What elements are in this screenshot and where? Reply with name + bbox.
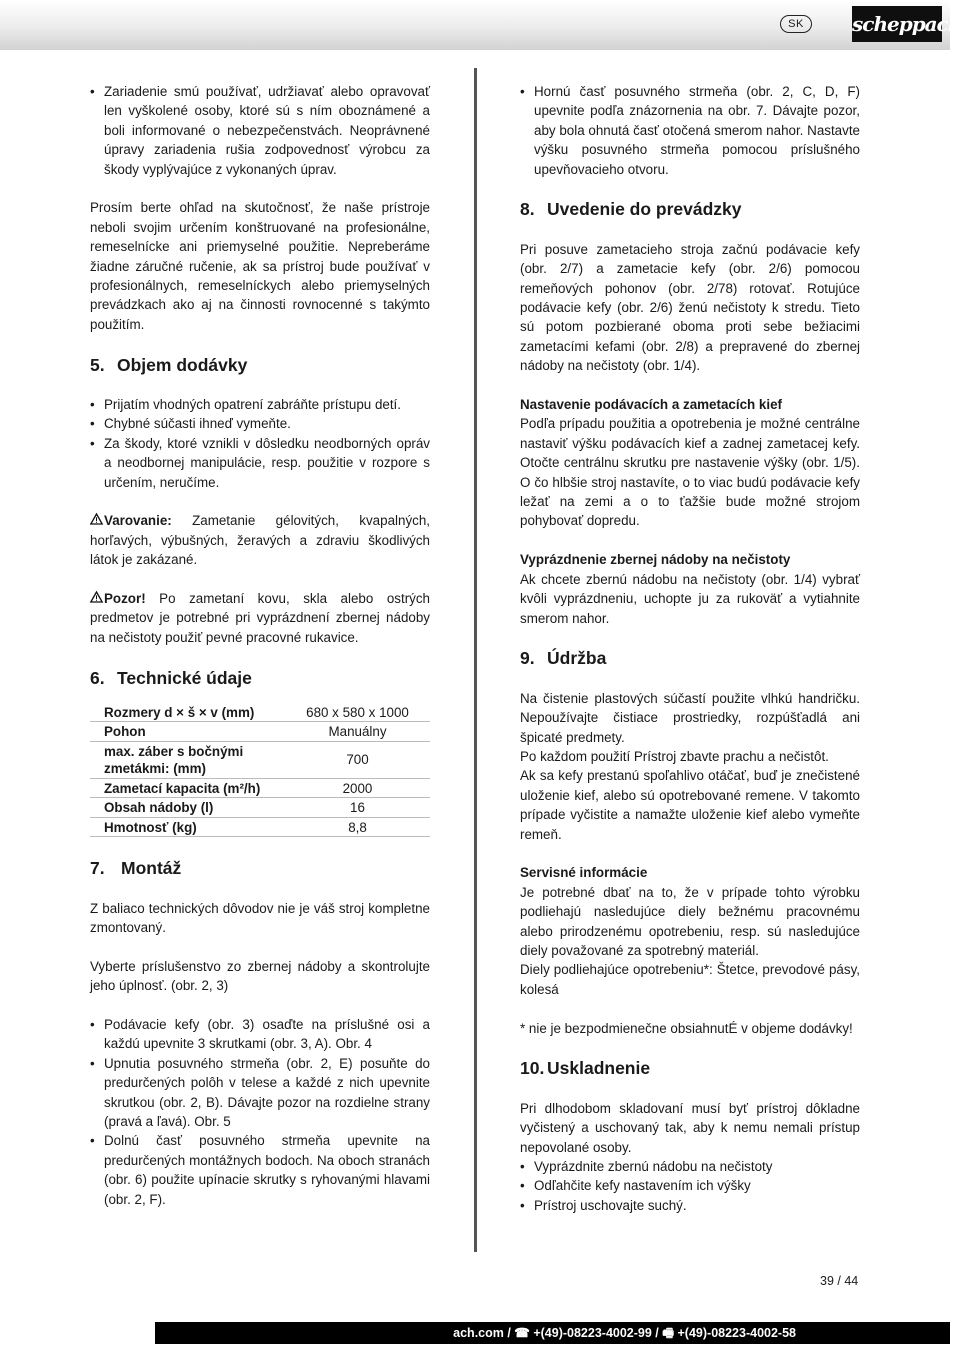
language-badge: SK bbox=[780, 15, 812, 33]
subheading: Servisné informácie bbox=[520, 865, 648, 881]
section-heading: 8. Uvedenie do prevádzky bbox=[520, 199, 742, 220]
subheading: Nastavenie podávacích a zametacích kief bbox=[520, 397, 782, 413]
left-column bbox=[90, 82, 430, 1209]
paragraph: Podľa prípadu použitia a opotrebenia je možné centrálne nastaviť výšku podávacích kief a zadnej zametacej kefy. Otočte centrálnu skrutku pre nastavenie výšky (obr. 1/5). O čo hlbšie stroj nastavíte, o to viac budú podávacie kefy ležať na zemi a o to ťažšie bude možné strojom pohybovať dopredu. bbox=[520, 416, 860, 529]
paragraph: Ak sa kefy prestanú spoľahlivo otáčať, buď je znečistené uloženie kief, alebo sú opotrebované remene. V takomto prípade vyčistite a namažte uloženie kief alebo vymeňte remeň. bbox=[520, 768, 860, 842]
delivery-list bbox=[90, 395, 430, 492]
section-heading: 7. Montáž bbox=[90, 858, 182, 879]
list-item: • Za škody, ktoré vznikli v dôsledku neodborných opráv a neodbornej manipulácie, resp. použitie v rozpore s určením, neručíme. bbox=[90, 434, 430, 492]
brand-logo: scheppach bbox=[852, 6, 942, 42]
warning-paragraph: Varovanie: Zametanie gélovitých, kvapalných, horľavých, výbušných, žeravých a zdraviu škodlivých látok je zakázané. bbox=[90, 513, 430, 568]
table-row: max. záber s bočnými zmetákmi: (mm) 700 bbox=[90, 741, 430, 778]
page-number: 39 / 44 bbox=[820, 1274, 859, 1288]
paragraph: Vyberte príslušenstvo zo zbernej nádoby a skontrolujte jeho úplnosť. (obr. 2, 3) bbox=[90, 958, 430, 994]
assembly-list bbox=[90, 1015, 430, 1209]
table-row: Zametací kapacita (m²/h) 2000 bbox=[90, 778, 430, 798]
paragraph: Pri posuve zametacieho stroja začnú podávacie kefy (obr. 2/7) a zametacie kefy (obr. 2/6) pomocou remeňových pohonov (obr. 2/78) rotovať. Rotujúce podávacie kefy (obr. 2/6) ženú nečistoty k stredu. Tieto sú potom pozbierané oboma proti sebe bežiacimi zametacími kefami (obr. 2/8) a prepravené do zbernej nádoby na nečistoty (obr. 1/4). bbox=[520, 241, 860, 374]
section-heading: 5. Objem dodávky bbox=[90, 354, 248, 375]
list-item: • Upnutia posuvného strmeňa (obr. 2, E) posuňte do predurčených polôh v telese a každé z nich upevnite skrutkou (obr. 2, B). Dávajte pozor na rozdielne strany (pravá a ľavá). Obr. 5 bbox=[90, 1054, 430, 1132]
paragraph: Pri dlhodobom skladovaní musí byť prístroj dôkladne vyčistený a uschovaný tak, aby k nemu nemali prístup nepovolané osoby. bbox=[520, 1100, 860, 1155]
right-column bbox=[520, 82, 860, 1215]
column-divider bbox=[474, 68, 477, 1252]
list-item: • Odľahčite kefy nastavením ich výšky bbox=[520, 1176, 860, 1195]
list-item: • Vyprázdnite zbernú nádobu na nečistoty bbox=[520, 1157, 860, 1176]
paragraph: Je potrebné dbať na to, že v prípade tohto výrobku podliehajú nasledujúce diely bežnému pracovnému alebo prirodzenému opotrebeniu, resp. sú nasledujúce diely považované za spotrebný materiál. bbox=[520, 884, 860, 958]
list-item: • Podávacie kefy (obr. 3) osaďte na príslušné osi a každú upevnite 3 skrutkami (obr. 3, A). Obr. 4 bbox=[90, 1015, 430, 1054]
footer-contact-bar: ach.com / ☎ +(49)-08223-4002-99 / 🖷 +(49)-08223-4002-58 bbox=[155, 1322, 950, 1344]
table-row: Hmotnosť (kg) 8,8 bbox=[90, 817, 430, 837]
page-header bbox=[0, 0, 961, 50]
footnote: * nie je bezpodmienečne obsiahnutÉ v objeme dodávky! bbox=[520, 1020, 853, 1036]
section-heading: 10. Uskladnenie bbox=[520, 1058, 651, 1079]
caution-paragraph: Pozor! Po zametaní kovu, skla alebo ostrých predmetov je potrebné pri vyprázdnení zbernej nádoby na nečistoty použiť pevné pracovné rukavice. bbox=[90, 591, 430, 645]
paragraph: Z baliaco technických dôvodov nie je váš stroj kompletne zmontovaný. bbox=[90, 900, 430, 935]
list-item: • Chybné súčasti ihneď vymeňte. bbox=[90, 414, 430, 433]
list-item: • Prístroj uschovajte suchý. bbox=[520, 1196, 860, 1215]
assembly-list-cont bbox=[520, 82, 860, 179]
storage-list bbox=[520, 1157, 860, 1215]
paragraph: Po každom použití Prístroj zbavte prachu a nečistôt. bbox=[520, 748, 829, 764]
list-item: • Dolnú časť posuvného strmeňa upevnite na predurčených montážnych bodoch. Na oboch stranách (obr. 6) použite upínacie skrutky s ryhovanými hlavami (obr. 2, F). bbox=[90, 1131, 430, 1209]
warning-triangle-icon bbox=[90, 589, 104, 608]
paragraph: Ak chcete zbernú nádobu na nečistoty (obr. 1/4) vybrať kvôli vyprázdneniu, uchopte ju za rukoväť a vytiahnite smerom nahor. bbox=[520, 571, 860, 626]
subheading: Vyprázdnenie zbernej nádoby na nečistoty bbox=[520, 552, 791, 568]
warning-triangle-icon bbox=[90, 511, 104, 530]
table-row: Rozmery d × š × v (mm) 680 x 580 x 1000 bbox=[90, 703, 430, 722]
section-heading: 6. Technické údaje bbox=[90, 667, 252, 688]
paragraph: Na čistenie plastových súčastí použite vlhkú handričku. Nepoužívajte čistiace prostriedky, rozpúšťadlá ani špicaté predmety. bbox=[520, 690, 860, 745]
spec-table bbox=[90, 703, 430, 838]
paragraph: Prosím berte ohľad na skutočnosť, že naše prístroje neboli svojim určením konštruované na profesionálne, remeselnícke ani priemyselné použitie. Nepreberáme žiadne záručné ručenie, ak sa prístroj bude používať v profesionálnych, remeselníckych alebo priemyselných prevádzkach ako aj na činnosti rovnocenné s takýmto použitím. bbox=[90, 200, 430, 332]
table-row: Obsah nádoby (l) 16 bbox=[90, 798, 430, 818]
list-item: • Prijatím vhodných opatrení zabráňte prístupu detí. bbox=[90, 395, 430, 414]
paragraph: Diely podliehajúce opotrebeniu*: Štetce, prevodové pásy, kolesá bbox=[520, 962, 860, 997]
table-row: Pohon Manuálny bbox=[90, 722, 430, 742]
section-heading: 9. Údržba bbox=[520, 648, 607, 669]
intro-list bbox=[90, 82, 430, 179]
list-item: • Hornú časť posuvného strmeňa (obr. 2, C, D, F) upevnite podľa znázornenia na obr. 7. Dávajte pozor, aby bola ohnutá časť otočená smerom nahor. Nastavte výšku posuvného strmeňa pomocou príslušného upevňovacieho otvoru. bbox=[520, 82, 860, 179]
list-item: • Zariadenie smú používať, udržiavať alebo opravovať len vyškolené osoby, ktoré sú s ním oboznámené a boli informované o nebezpečenstvách. Neoprávnené úpravy zariadenia rušia zodpovednosť výrobcu za škody vyplývajúce z vykonaných úprav. bbox=[90, 82, 430, 179]
